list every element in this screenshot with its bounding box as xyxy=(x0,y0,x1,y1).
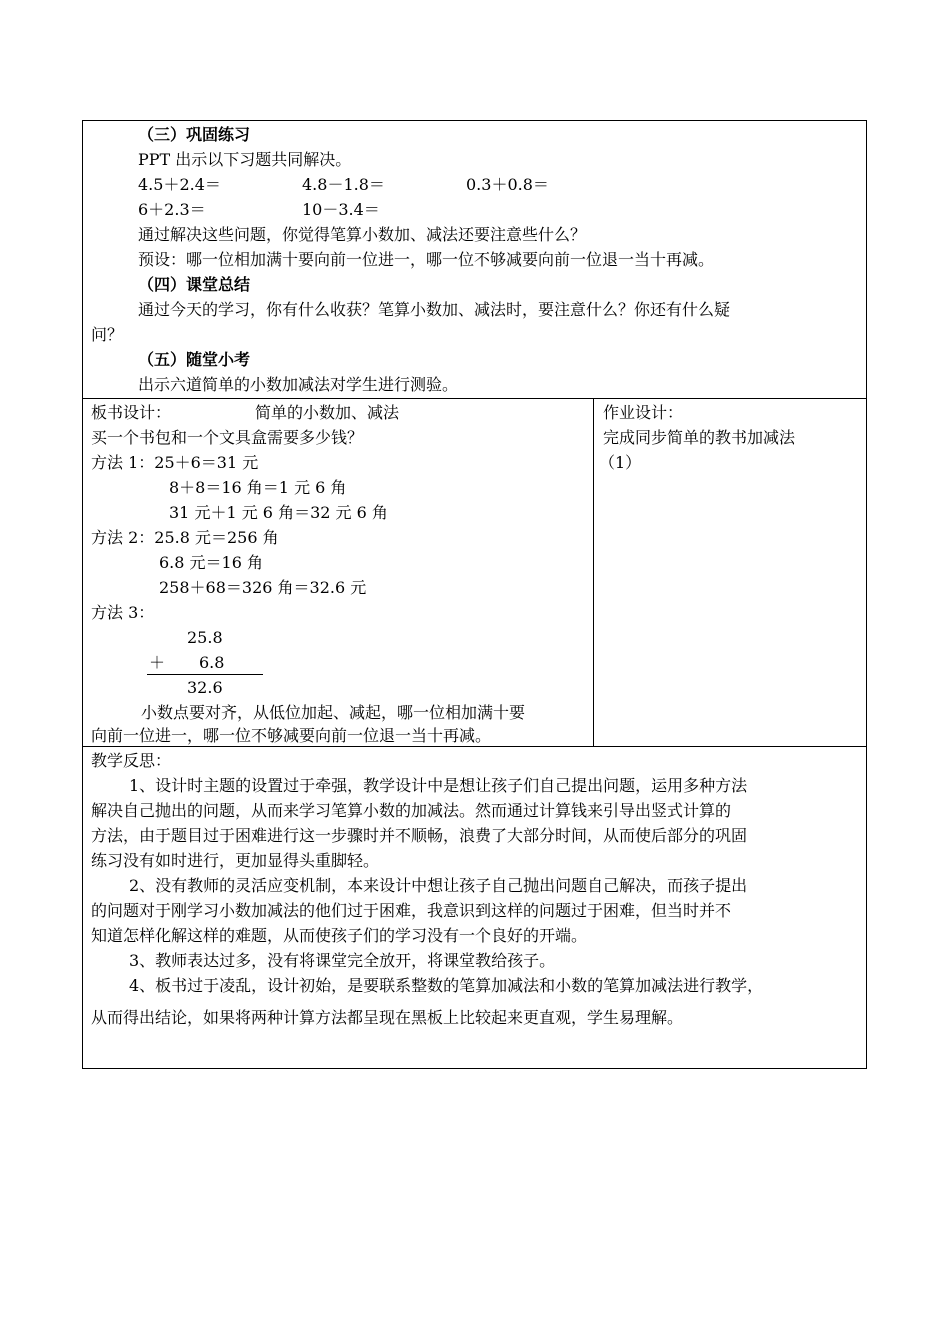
method-3-label: 方法 3： xyxy=(91,603,155,622)
practice-summary-section xyxy=(82,120,867,399)
vertical-result-number: 32.6 xyxy=(187,678,223,697)
exercise-3: 0.3＋0.8＝ xyxy=(466,175,549,194)
board-design-cell xyxy=(83,399,594,746)
board-question: 买一个书包和一个文具盒需要多少钱？ xyxy=(91,428,364,447)
method-2-line-1: 方法 2：25.8 元＝256 角 xyxy=(91,528,279,547)
reflection-p1-line-4: 练习没有如时进行，更加显得头重脚轻。 xyxy=(91,851,380,870)
exercise-4: 6＋2.3＝ xyxy=(138,200,206,219)
preset-answer: 预设：哪一位相加满十要向前一位进一，哪一位不够减要向前一位退一当十再减。 xyxy=(138,250,715,269)
method-2-line-3: 258＋68＝326 角＝32.6 元 xyxy=(159,578,367,597)
heading-consolidation-practice: （三）巩固练习 xyxy=(138,125,251,144)
reflection-p4-line-1: 4、板书过于凌乱，设计初始，是要联系整数的笔算加减法和小数的笔算加减法进行教学， xyxy=(129,976,764,995)
vertical-sum-line xyxy=(147,674,263,675)
reflection-p2-line-2: 的问题对于刚学习小数加减法的他们过于困难，我意识到这样的问题过于困难，但当时并不 xyxy=(91,901,732,920)
reflection-label: 教学反思： xyxy=(91,751,172,770)
reflection-p4-line-2: 从而得出结论，如果将两种计算方法都呈现在黑板上比较起来更直观，学生易理解。 xyxy=(91,1008,684,1027)
reflection-p2-line-1: 2、没有教师的灵活应变机制，本来设计中想让孩子自己抛出问题自己解决，而孩子提出 xyxy=(129,876,748,895)
quiz-text: 出示六道简单的小数加减法对学生进行测验。 xyxy=(138,375,459,394)
vertical-top-number: 25.8 xyxy=(187,628,223,647)
reflection-p1-line-2: 解决自己抛出的问题，从而来学习笔算小数的加减法。然而通过计算钱来引导出竖式计算的 xyxy=(91,801,732,820)
method-2-line-2: 6.8 元＝16 角 xyxy=(159,553,263,572)
summary-line-1: 通过今天的学习，你有什么收获？笔算小数加、减法时，要注意什么？你还有什么疑 xyxy=(138,300,731,319)
vertical-plus-sign: ＋ xyxy=(149,653,166,672)
board-note-line-2: 向前一位进一，哪一位不够减要向前一位退一当十再减。 xyxy=(91,726,492,745)
reflection-p3-line-1: 3、教师表达过多，没有将课堂完全放开，将课堂教给孩子。 xyxy=(129,951,556,970)
method-1-line-1: 方法 1：25＋6＝31 元 xyxy=(91,453,259,472)
exercise-5: 10－3.4＝ xyxy=(302,200,380,219)
board-design-label: 板书设计： xyxy=(91,403,172,422)
reflection-p2-line-3: 知道怎样化解这样的难题，从而使孩子们的学习没有一个良好的开端。 xyxy=(91,926,588,945)
homework-line-1: 完成同步简单的教书加减法 xyxy=(603,428,796,447)
reflection-question: 通过解决这些问题，你觉得笔算小数加、减法还要注意些什么？ xyxy=(138,225,587,244)
reflection-p1-line-1: 1、设计时主题的设置过于牵强，教学设计中是想让孩子们自己提出问题，运用多种方法 xyxy=(129,776,748,795)
lesson-plan-page xyxy=(82,120,867,1069)
heading-class-summary: （四）课堂总结 xyxy=(138,275,251,294)
method-1-line-3: 31 元＋1 元 6 角＝32 元 6 角 xyxy=(169,503,388,522)
summary-line-2: 问？ xyxy=(91,325,124,344)
homework-cell xyxy=(594,399,866,746)
board-note-line-1: 小数点要对齐，从低位加起、减起，哪一位相加满十要 xyxy=(141,703,526,722)
method-1-line-2: 8＋8＝16 角＝1 元 6 角 xyxy=(169,478,347,497)
board-title: 简单的小数加、减法 xyxy=(255,403,400,422)
ppt-intro-text: PPT 出示以下习题共同解决。 xyxy=(138,150,352,169)
heading-quiz: （五）随堂小考 xyxy=(138,350,251,369)
vertical-mid-number: 6.8 xyxy=(199,653,225,672)
exercise-2: 4.8－1.8＝ xyxy=(302,175,385,194)
homework-label: 作业设计： xyxy=(603,403,684,422)
exercise-1: 4.5＋2.4＝ xyxy=(138,175,221,194)
homework-line-2: （1） xyxy=(599,453,642,472)
teaching-reflection-section xyxy=(82,747,867,1069)
reflection-p1-line-3: 方法，由于题目过于困难进行这一步骤时并不顺畅，浪费了大部分时间，从而使后部分的巩固 xyxy=(91,826,748,845)
board-homework-row xyxy=(82,399,867,747)
